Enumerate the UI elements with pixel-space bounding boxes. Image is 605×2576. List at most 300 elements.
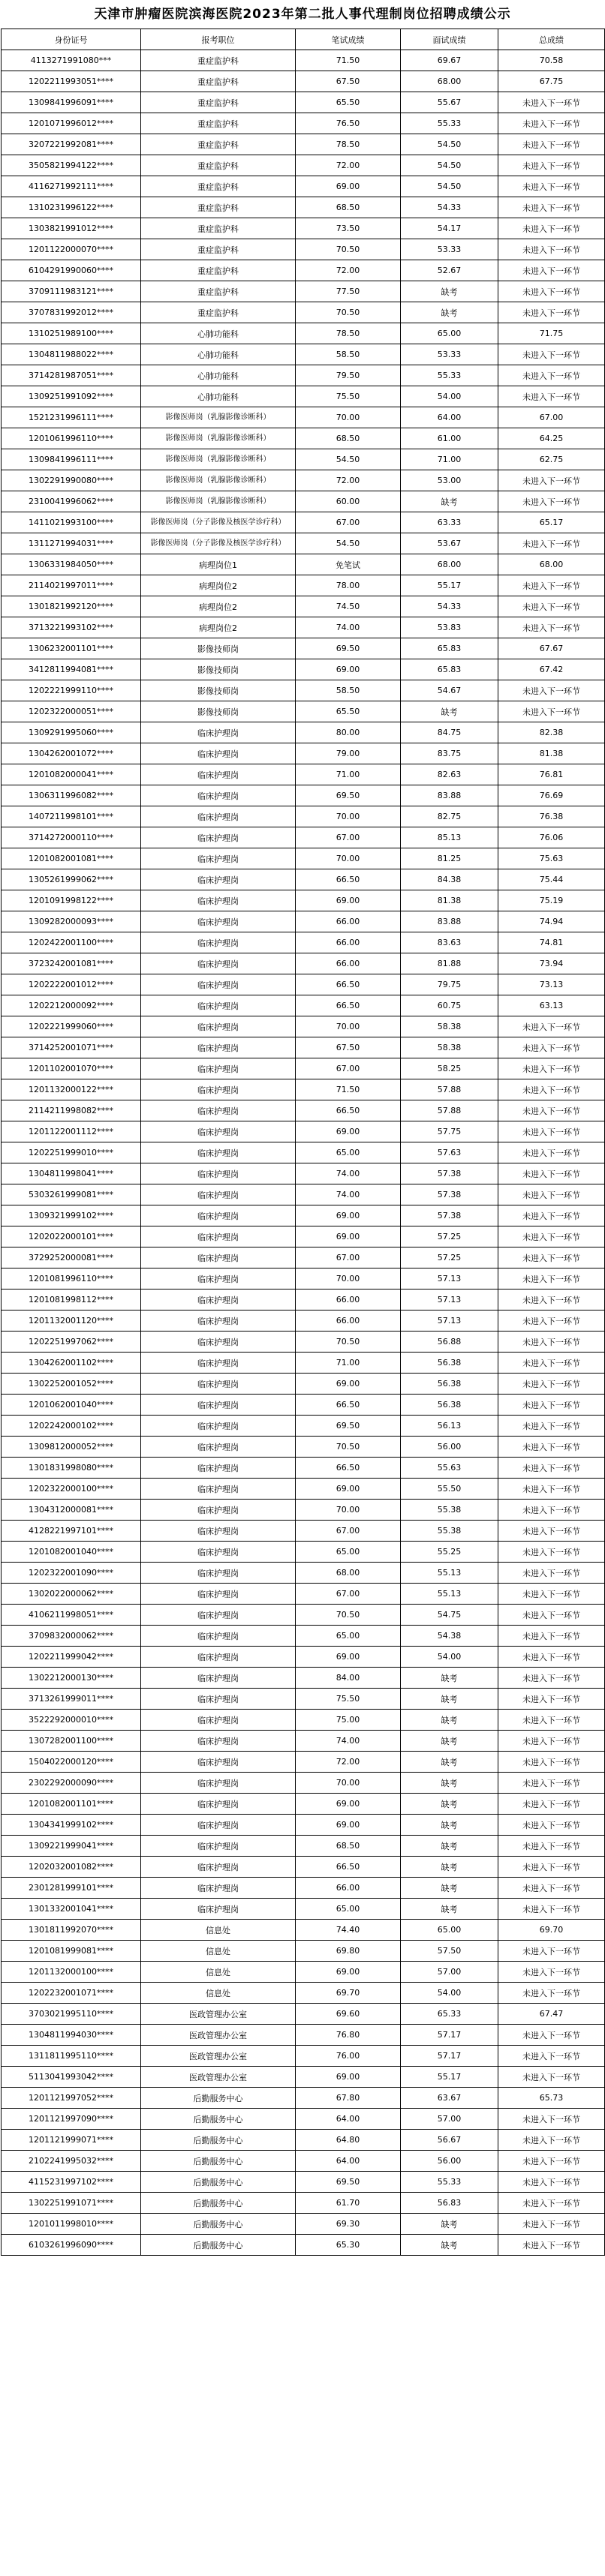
table-header: [2, 29, 605, 50]
id-number-cell: 1304341999102****: [2, 1815, 141, 1836]
position-cell: 信息处: [141, 1920, 296, 1941]
table-row: [2, 890, 605, 911]
interview-score-cell: 56.38: [401, 1374, 498, 1395]
total-score-cell: 未进入下一环节: [498, 302, 605, 323]
position-cell: 临床护理岗: [141, 1542, 296, 1563]
interview-score-cell: 55.13: [401, 1584, 498, 1605]
header-interview-score: 面试成绩: [401, 29, 498, 50]
total-score-cell: 未进入下一环节: [498, 1878, 605, 1899]
interview-score-cell: 63.33: [401, 512, 498, 533]
total-score-cell: 未进入下一环节: [498, 2214, 605, 2235]
interview-score-cell: 56.00: [401, 2151, 498, 2172]
position-cell: 临床护理岗: [141, 1058, 296, 1079]
position-cell: 临床护理岗: [141, 1479, 296, 1500]
table-row: [2, 1962, 605, 1983]
total-score-cell: 未进入下一环节: [498, 1941, 605, 1962]
written-score-cell: 67.80: [296, 2088, 401, 2109]
table-row: [2, 1773, 605, 1794]
table-row: [2, 785, 605, 806]
position-cell: 后勤服务中心: [141, 2235, 296, 2256]
id-number-cell: 1202221999060****: [2, 1016, 141, 1037]
interview-score-cell: 56.67: [401, 2130, 498, 2151]
total-score-cell: 未进入下一环节: [498, 218, 605, 239]
id-number-cell: 3707831992012****: [2, 302, 141, 323]
table-row: [2, 1268, 605, 1290]
written-score-cell: 76.80: [296, 2025, 401, 2046]
table-row: [2, 134, 605, 155]
written-score-cell: 58.50: [296, 344, 401, 365]
written-score-cell: 73.50: [296, 218, 401, 239]
table-row: [2, 1542, 605, 1563]
written-score-cell: 79.00: [296, 743, 401, 764]
table-row: [2, 617, 605, 638]
position-cell: 临床护理岗: [141, 953, 296, 974]
position-cell: 影像医师岗（乳腺影像诊断科）: [141, 428, 296, 449]
table-row: [2, 1941, 605, 1962]
table-row: [2, 2088, 605, 2109]
interview-score-cell: 57.38: [401, 1163, 498, 1184]
written-score-cell: 66.00: [296, 911, 401, 932]
table-row: [2, 638, 605, 659]
id-number-cell: 1201062001040****: [2, 1395, 141, 1416]
id-number-cell: 1407211998101****: [2, 806, 141, 827]
table-row: [2, 512, 605, 533]
id-number-cell: 1309812000052****: [2, 1437, 141, 1458]
written-score-cell: 58.50: [296, 680, 401, 701]
position-cell: 后勤服务中心: [141, 2214, 296, 2235]
interview-score-cell: 57.25: [401, 1247, 498, 1268]
total-score-cell: 未进入下一环节: [498, 1079, 605, 1100]
position-cell: 临床护理岗: [141, 1647, 296, 1668]
total-score-cell: 76.38: [498, 806, 605, 827]
written-score-cell: 71.50: [296, 1079, 401, 1100]
interview-score-cell: 69.67: [401, 50, 498, 71]
position-cell: 临床护理岗: [141, 1878, 296, 1899]
id-number-cell: 1301831998080****: [2, 1458, 141, 1479]
position-cell: 临床护理岗: [141, 1815, 296, 1836]
id-number-cell: 1304811998041****: [2, 1163, 141, 1184]
interview-score-cell: 85.13: [401, 827, 498, 848]
position-cell: 心肺功能科: [141, 386, 296, 407]
written-score-cell: 69.50: [296, 785, 401, 806]
id-number-cell: 1202022000101****: [2, 1226, 141, 1247]
position-cell: 临床护理岗: [141, 722, 296, 743]
written-score-cell: 69.80: [296, 1941, 401, 1962]
id-number-cell: 1201121999071****: [2, 2130, 141, 2151]
table-row: [2, 2172, 605, 2193]
written-score-cell: 70.50: [296, 1605, 401, 1626]
interview-score-cell: 55.63: [401, 1458, 498, 1479]
written-score-cell: 66.00: [296, 1311, 401, 1332]
interview-score-cell: 缺考: [401, 1794, 498, 1815]
written-score-cell: 68.50: [296, 428, 401, 449]
total-score-cell: 未进入下一环节: [498, 1626, 605, 1647]
total-score-cell: 未进入下一环节: [498, 1710, 605, 1731]
interview-score-cell: 54.33: [401, 197, 498, 218]
id-number-cell: 1309282000093****: [2, 911, 141, 932]
written-score-cell: 66.50: [296, 869, 401, 890]
id-number-cell: 1302252001052****: [2, 1374, 141, 1395]
table-row: [2, 2193, 605, 2214]
position-cell: 临床护理岗: [141, 1016, 296, 1037]
total-score-cell: 未进入下一环节: [498, 1584, 605, 1605]
total-score-cell: 未进入下一环节: [498, 1037, 605, 1058]
interview-score-cell: 56.88: [401, 1332, 498, 1353]
table-row: [2, 869, 605, 890]
written-score-cell: 65.00: [296, 1899, 401, 1920]
total-score-cell: 62.75: [498, 449, 605, 470]
table-row: [2, 1479, 605, 1500]
position-cell: 重症监护科: [141, 239, 296, 260]
total-score-cell: 未进入下一环节: [498, 1605, 605, 1626]
written-score-cell: 67.00: [296, 1058, 401, 1079]
written-score-cell: 69.50: [296, 2172, 401, 2193]
interview-score-cell: 54.17: [401, 218, 498, 239]
id-number-cell: 1411021993100****: [2, 512, 141, 533]
table-row: [2, 1710, 605, 1731]
position-cell: 临床护理岗: [141, 785, 296, 806]
written-score-cell: 70.00: [296, 1500, 401, 1521]
id-number-cell: 3713261999011****: [2, 1689, 141, 1710]
written-score-cell: 77.50: [296, 281, 401, 302]
total-score-cell: 未进入下一环节: [498, 1353, 605, 1374]
position-cell: 临床护理岗: [141, 1857, 296, 1878]
written-score-cell: 70.00: [296, 1016, 401, 1037]
position-cell: 临床护理岗: [141, 1374, 296, 1395]
table-row: [2, 302, 605, 323]
position-cell: 临床护理岗: [141, 1247, 296, 1268]
interview-score-cell: 55.38: [401, 1521, 498, 1542]
written-score-cell: 69.00: [296, 1815, 401, 1836]
id-number-cell: 3723242001081****: [2, 953, 141, 974]
position-cell: 临床护理岗: [141, 1416, 296, 1437]
table-row: [2, 491, 605, 512]
id-number-cell: 1309841996091****: [2, 92, 141, 113]
table-row: [2, 1857, 605, 1878]
total-score-cell: 未进入下一环节: [498, 113, 605, 134]
total-score-cell: 76.69: [498, 785, 605, 806]
total-score-cell: 未进入下一环节: [498, 2235, 605, 2256]
id-number-cell: 1302212000130****: [2, 1668, 141, 1689]
id-number-cell: 1302022000062****: [2, 1584, 141, 1605]
written-score-cell: 66.00: [296, 932, 401, 953]
written-score-cell: 69.00: [296, 1121, 401, 1142]
position-cell: 临床护理岗: [141, 806, 296, 827]
position-cell: 重症监护科: [141, 302, 296, 323]
written-score-cell: 75.50: [296, 386, 401, 407]
total-score-cell: 未进入下一环节: [498, 1479, 605, 1500]
id-number-cell: 2301281999101****: [2, 1878, 141, 1899]
interview-score-cell: 83.75: [401, 743, 498, 764]
interview-score-cell: 83.63: [401, 932, 498, 953]
interview-score-cell: 82.75: [401, 806, 498, 827]
written-score-cell: 69.30: [296, 2214, 401, 2235]
total-score-cell: 未进入下一环节: [498, 1752, 605, 1773]
table-row: [2, 1626, 605, 1647]
table-row: [2, 1500, 605, 1521]
position-cell: 病理岗位2: [141, 575, 296, 596]
total-score-cell: 未进入下一环节: [498, 281, 605, 302]
position-cell: 后勤服务中心: [141, 2088, 296, 2109]
position-cell: 临床护理岗: [141, 1079, 296, 1100]
written-score-cell: 74.00: [296, 617, 401, 638]
id-number-cell: 5113041993042****: [2, 2067, 141, 2088]
total-score-cell: 未进入下一环节: [498, 680, 605, 701]
table-row: [2, 71, 605, 92]
total-score-cell: 未进入下一环节: [498, 155, 605, 176]
total-score-cell: 未进入下一环节: [498, 1731, 605, 1752]
position-cell: 临床护理岗: [141, 1142, 296, 1163]
table-row: [2, 1521, 605, 1542]
position-cell: 临床护理岗: [141, 1163, 296, 1184]
id-number-cell: 1304262001102****: [2, 1353, 141, 1374]
total-score-cell: 71.75: [498, 323, 605, 344]
written-score-cell: 75.50: [296, 1689, 401, 1710]
total-score-cell: 未进入下一环节: [498, 1542, 605, 1563]
interview-score-cell: 56.83: [401, 2193, 498, 2214]
header-written-score: 笔试成绩: [296, 29, 401, 50]
table-row: [2, 974, 605, 995]
position-cell: 临床护理岗: [141, 1100, 296, 1121]
interview-score-cell: 57.13: [401, 1290, 498, 1311]
id-number-cell: 1201132000122****: [2, 1079, 141, 1100]
total-score-cell: 67.00: [498, 407, 605, 428]
written-score-cell: 67.00: [296, 1521, 401, 1542]
position-cell: 临床护理岗: [141, 764, 296, 785]
position-cell: 临床护理岗: [141, 1773, 296, 1794]
position-cell: 影像医师岗（分子影像及核医学诊疗科）: [141, 533, 296, 554]
table-row: [2, 1584, 605, 1605]
total-score-cell: 63.13: [498, 995, 605, 1016]
written-score-cell: 64.00: [296, 2151, 401, 2172]
position-cell: 影像医师岗（乳腺影像诊断科）: [141, 491, 296, 512]
interview-score-cell: 53.33: [401, 344, 498, 365]
interview-score-cell: 55.33: [401, 365, 498, 386]
table-row: [2, 1100, 605, 1121]
table-row: [2, 2046, 605, 2067]
interview-score-cell: 57.13: [401, 1311, 498, 1332]
interview-score-cell: 58.38: [401, 1016, 498, 1037]
table-row: [2, 1752, 605, 1773]
interview-score-cell: 缺考: [401, 1710, 498, 1731]
written-score-cell: 69.00: [296, 1226, 401, 1247]
interview-score-cell: 缺考: [401, 701, 498, 722]
table-row: [2, 1563, 605, 1584]
table-row: [2, 1605, 605, 1626]
total-score-cell: 未进入下一环节: [498, 1857, 605, 1878]
interview-score-cell: 55.13: [401, 1563, 498, 1584]
id-number-cell: 4116271992111****: [2, 176, 141, 197]
written-score-cell: 70.00: [296, 1773, 401, 1794]
id-number-cell: 1201122001112****: [2, 1121, 141, 1142]
position-cell: 临床护理岗: [141, 1037, 296, 1058]
position-cell: 临床护理岗: [141, 1121, 296, 1142]
interview-score-cell: 68.00: [401, 71, 498, 92]
id-number-cell: 1201121997052****: [2, 2088, 141, 2109]
total-score-cell: 75.44: [498, 869, 605, 890]
id-number-cell: 1201132001120****: [2, 1311, 141, 1332]
position-cell: 临床护理岗: [141, 911, 296, 932]
position-cell: 临床护理岗: [141, 1626, 296, 1647]
written-score-cell: 54.50: [296, 533, 401, 554]
id-number-cell: 1201081996110****: [2, 1268, 141, 1290]
total-score-cell: 75.63: [498, 848, 605, 869]
id-number-cell: 3207221992081****: [2, 134, 141, 155]
total-score-cell: 未进入下一环节: [498, 1142, 605, 1163]
total-score-cell: 未进入下一环节: [498, 1016, 605, 1037]
total-score-cell: 未进入下一环节: [498, 2172, 605, 2193]
total-score-cell: 未进入下一环节: [498, 1121, 605, 1142]
position-cell: 临床护理岗: [141, 827, 296, 848]
table-row: [2, 575, 605, 596]
total-score-cell: 未进入下一环节: [498, 1773, 605, 1794]
position-cell: 病理岗位2: [141, 596, 296, 617]
total-score-cell: 69.70: [498, 1920, 605, 1941]
total-score-cell: 82.38: [498, 722, 605, 743]
interview-score-cell: 缺考: [401, 1668, 498, 1689]
interview-score-cell: 84.75: [401, 722, 498, 743]
table-row: [2, 911, 605, 932]
id-number-cell: 3729252000081****: [2, 1247, 141, 1268]
table-row: [2, 1899, 605, 1920]
table-row: [2, 344, 605, 365]
table-row: [2, 1983, 605, 2004]
id-number-cell: 3714281987051****: [2, 365, 141, 386]
written-score-cell: 67.00: [296, 827, 401, 848]
written-score-cell: 79.50: [296, 365, 401, 386]
written-score-cell: 68.50: [296, 197, 401, 218]
written-score-cell: 70.00: [296, 848, 401, 869]
position-cell: 重症监护科: [141, 113, 296, 134]
table-row: [2, 2151, 605, 2172]
interview-score-cell: 57.25: [401, 1226, 498, 1247]
total-score-cell: 65.17: [498, 512, 605, 533]
table-row: [2, 596, 605, 617]
id-number-cell: 2302292000090****: [2, 1773, 141, 1794]
id-number-cell: 1311811995110****: [2, 2046, 141, 2067]
header-id-number: 身份证号: [2, 29, 141, 50]
total-score-cell: 未进入下一环节: [498, 260, 605, 281]
table-row: [2, 827, 605, 848]
position-cell: 临床护理岗: [141, 1290, 296, 1311]
id-number-cell: 4115231997102****: [2, 2172, 141, 2193]
table-row: [2, 2214, 605, 2235]
written-score-cell: 78.50: [296, 134, 401, 155]
interview-score-cell: 缺考: [401, 2235, 498, 2256]
written-score-cell: 74.50: [296, 596, 401, 617]
position-cell: 临床护理岗: [141, 1205, 296, 1226]
id-number-cell: 1201082001101****: [2, 1794, 141, 1815]
written-score-cell: 76.00: [296, 2046, 401, 2067]
id-number-cell: 1201102001070****: [2, 1058, 141, 1079]
written-score-cell: 70.00: [296, 806, 401, 827]
position-cell: 临床护理岗: [141, 869, 296, 890]
interview-score-cell: 54.50: [401, 155, 498, 176]
interview-score-cell: 55.50: [401, 1479, 498, 1500]
written-score-cell: 67.00: [296, 1247, 401, 1268]
table-row: [2, 1226, 605, 1247]
interview-score-cell: 57.00: [401, 1962, 498, 1983]
interview-score-cell: 54.00: [401, 386, 498, 407]
total-score-cell: 74.81: [498, 932, 605, 953]
written-score-cell: 68.50: [296, 1836, 401, 1857]
written-score-cell: 68.00: [296, 1563, 401, 1584]
id-number-cell: 1309251991092****: [2, 386, 141, 407]
id-number-cell: 1202242000102****: [2, 1416, 141, 1437]
id-number-cell: 1309841996111****: [2, 449, 141, 470]
id-number-cell: 1201091998122****: [2, 890, 141, 911]
table-row: [2, 2130, 605, 2151]
total-score-cell: 未进入下一环节: [498, 491, 605, 512]
table-row: [2, 1163, 605, 1184]
position-cell: 重症监护科: [141, 155, 296, 176]
table-row: [2, 1290, 605, 1311]
id-number-cell: 4128221997101****: [2, 1521, 141, 1542]
id-number-cell: 1201081999081****: [2, 1941, 141, 1962]
table-row: [2, 1458, 605, 1479]
total-score-cell: 76.81: [498, 764, 605, 785]
table-row: [2, 113, 605, 134]
total-score-cell: 未进入下一环节: [498, 365, 605, 386]
position-cell: 病理岗位2: [141, 617, 296, 638]
table-row: [2, 470, 605, 491]
total-score-cell: 未进入下一环节: [498, 1226, 605, 1247]
position-cell: 临床护理岗: [141, 1752, 296, 1773]
written-score-cell: 66.00: [296, 1290, 401, 1311]
written-score-cell: 69.00: [296, 1205, 401, 1226]
interview-score-cell: 83.88: [401, 911, 498, 932]
interview-score-cell: 57.17: [401, 2025, 498, 2046]
id-number-cell: 1201122000070****: [2, 239, 141, 260]
interview-score-cell: 54.67: [401, 680, 498, 701]
table-row: [2, 407, 605, 428]
interview-score-cell: 55.67: [401, 92, 498, 113]
id-number-cell: 1201082001081****: [2, 848, 141, 869]
interview-score-cell: 54.50: [401, 134, 498, 155]
id-number-cell: 4113271991080***: [2, 50, 141, 71]
position-cell: 后勤服务中心: [141, 2130, 296, 2151]
interview-score-cell: 65.00: [401, 1920, 498, 1941]
table-row: [2, 2109, 605, 2130]
total-score-cell: 未进入下一环节: [498, 176, 605, 197]
id-number-cell: 2114211998082****: [2, 1100, 141, 1121]
interview-score-cell: 缺考: [401, 1752, 498, 1773]
total-score-cell: 未进入下一环节: [498, 1647, 605, 1668]
total-score-cell: 75.19: [498, 890, 605, 911]
written-score-cell: 66.50: [296, 1395, 401, 1416]
total-score-cell: 未进入下一环节: [498, 2046, 605, 2067]
interview-score-cell: 61.00: [401, 428, 498, 449]
written-score-cell: 70.50: [296, 1332, 401, 1353]
table-row: [2, 1142, 605, 1163]
total-score-cell: 未进入下一环节: [498, 533, 605, 554]
table-row: [2, 1121, 605, 1142]
written-score-cell: 60.00: [296, 491, 401, 512]
total-score-cell: 未进入下一环节: [498, 1500, 605, 1521]
total-score-cell: 未进入下一环节: [498, 617, 605, 638]
id-number-cell: 1310231996122****: [2, 197, 141, 218]
id-number-cell: 2114021997011****: [2, 575, 141, 596]
position-cell: 信息处: [141, 1983, 296, 2004]
id-number-cell: 3709832000062****: [2, 1626, 141, 1647]
interview-score-cell: 缺考: [401, 1815, 498, 1836]
id-number-cell: 3714272000110****: [2, 827, 141, 848]
interview-score-cell: 57.13: [401, 1268, 498, 1290]
id-number-cell: 1304811994030****: [2, 2025, 141, 2046]
position-cell: 重症监护科: [141, 260, 296, 281]
written-score-cell: 67.00: [296, 512, 401, 533]
written-score-cell: 72.00: [296, 155, 401, 176]
